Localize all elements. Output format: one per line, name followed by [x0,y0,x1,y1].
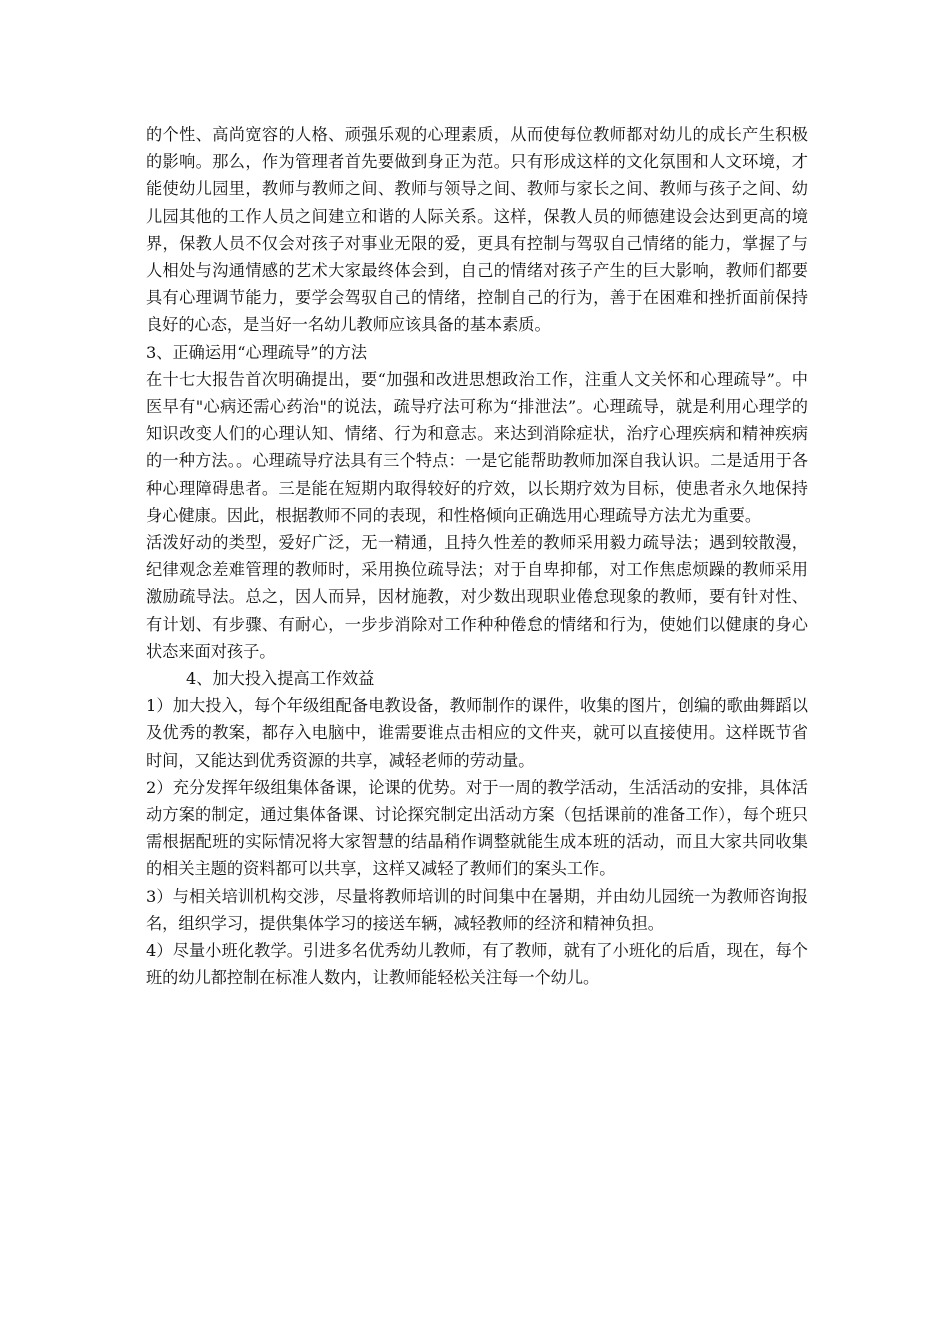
paragraph-guidance-method: 在十七大报告首次明确提出，要“加强和改进思想政治工作，注重人文关怀和心理疏导”。中医早有"心病还需心药治"的说法，疏导疗法可称为“排泄法”。心理疏导，就是利用心理学的知识改变人们的心理认知、情绪、行为和意志。来达到消除症状，治疗心理疾病和精神疾病的一种方法。。心理疏导疗法具有三个特点：一是它能帮助教师加深自我认识。二是适用于各种心理障碍患者。三是能在短期内取得较好的疗效，以长期疗效为目标，使患者永久地保持身心健康。因此，根据教师不同的表现，和性格倾向正确选用心理疏导方法尤为重要。 [146,369,808,525]
paragraph-guidance-types: 活泼好动的类型，爱好广泛，无一精通，且持久性差的教师采用毅力疏导法；遇到较散漫，纪律观念差难管理的教师时，采用换位疏导法；对于自卑抑郁，对工作焦虑烦躁的教师采用激励疏导法。总之，因人而异，因材施教，对少数出现职业倦怠现象的教师，要有针对性、有计划、有步骤、有耐心，一步步消除对工作种种倦怠的情绪和行为，使她们以健康的身心状态来面对孩子。 [146,533,808,661]
document-body [146,121,808,992]
list-item-3: 3）与相关培训机构交涉，尽量将教师培训的时间集中在暑期，并由幼儿园统一为教师咨询报名，组织学习，提供集体学习的接送车辆，减轻教师的经济和精神负担。 [146,886,808,933]
list-item-4: 4）尽量小班化教学。引进多名优秀幼儿教师，有了教师，就有了小班化的后盾，现在，每个班的幼儿都控制在标准人数内，让教师能轻松关注每一个幼儿。 [146,941,808,988]
paragraph-teacher-ethics: 的个性、高尚宽容的人格、顽强乐观的心理素质，从而使每位教师都对幼儿的成长产生积极的影响。那么，作为管理者首先要做到身正为范。只有形成这样的文化氛围和人文环境，才能使幼儿园里，教师与教师之间、教师与领导之间、教师与家长之间、教师与孩子之间、幼儿园其他的工作人员之间建立和谐的人际关系。这样，保教人员的师德建设会达到更高的境界，保教人员不仅会对孩子对事业无限的爱，更具有控制与驾驭自己情绪的能力，掌握了与人相处与沟通情感的艺术大家最终体会到，自己的情绪对孩子产生的巨大影响，教师们都要具有心理调节能力，要学会驾驭自己的情绪，控制自己的行为，善于在困难和挫折面前保持良好的心态，是当好一名幼儿教师应该具备的基本素质。 [146,125,808,335]
heading-psychological-guidance: 3、正确运用“心理疏导”的方法 [146,342,368,362]
list-item-2: 2）充分发挥年级组集体备课，论课的优势。对于一周的教学活动，生活活动的安排，具体活动方案的制定，通过集体备课、讨论探究制定出活动方案（包括课前的准备工作），每个班只需根据配班的实际情况将大家智慧的结晶稍作调整就能生成本班的活动，而且大家共同收集的相关主题的资料都可以共享，这样又减轻了教师们的案头工作。 [146,777,808,879]
list-item-1: 1）加大投入，每个年级组配备电教设备，教师制作的课件，收集的图片，创编的歌曲舞蹈以及优秀的教案，都存入电脑中，谁需要谁点击相应的文件夹，就可以直接使用。这样既节省时间，又能达到优秀资源的共享，减轻老师的劳动量。 [146,696,808,770]
heading-increase-investment: 4、加大投入提高工作效益 [186,669,375,689]
